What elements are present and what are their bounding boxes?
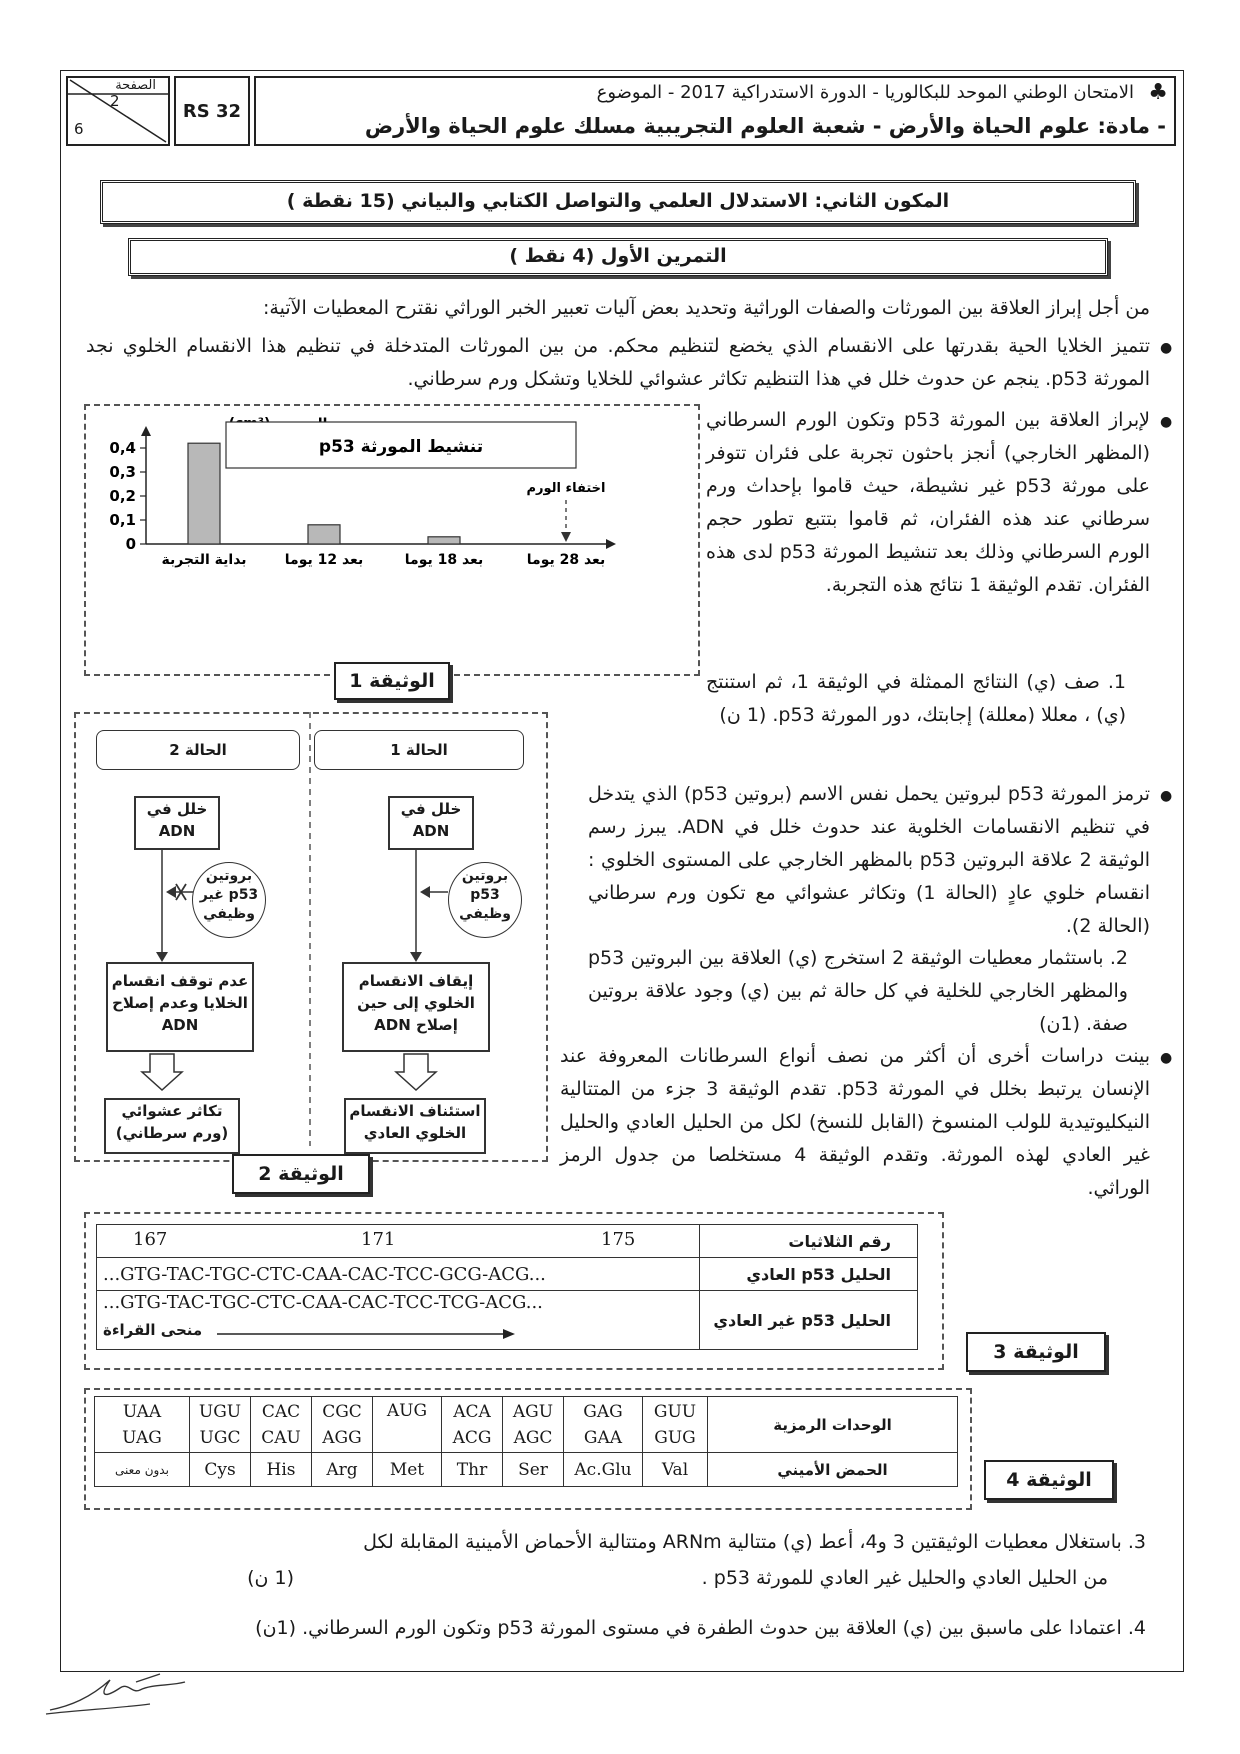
case1-defect: خلل في ADN — [388, 796, 474, 850]
codon-cell — [373, 1397, 442, 1453]
document3-label: الوثيقة 3 — [966, 1332, 1106, 1372]
y-axis-arrow — [141, 426, 151, 436]
bar — [428, 537, 460, 544]
case2-title: الحالة 2 — [96, 730, 300, 770]
abnormal-allele-sequence: ...GTG-TAC-TGC-CTC-CAA-CAC-TCC-TCG-ACG... — [103, 1292, 543, 1313]
bullet-icon: ● — [1160, 788, 1173, 804]
exercise-title-box — [128, 238, 1108, 276]
exam-code: RS 32 — [174, 76, 250, 146]
x-tick-label: بعد 28 يوما — [526, 552, 606, 568]
codon: GAG — [583, 1401, 623, 1422]
codon: CGC — [322, 1401, 362, 1422]
exam-header — [60, 70, 1182, 146]
intro-text: من أجل إبراز العلاقة بين المورثات والصفات الوراثية وتحديد بعض آليات تعبير الخبر الوراثي نقترح المعطيات الآتية: — [263, 297, 1150, 319]
tumor-disappearance-label: اختفاء الورم — [526, 481, 606, 496]
question-3-line2: من الحليل العادي والحليل غير العادي للمورثة p53 . — [701, 1567, 1108, 1589]
bullet2-text: لإبراز العلاقة بين المورثة p53 وتكون الورم السرطاني (المظهر الخارجي) أنجز باحثون تجربة على فئران تتوفر على مورثة p53 غير نشيطة، حيث قاموا بإحداث ورم سرطاني عند هذه الفئران، ثم قاموا بتتبع تطور حجم الورم السرطاني وذلك بعد تنشيط المورثة p53 لدى هذه الفئران. تقدم الوثيقة 1 نتائج هذه التجربة. — [706, 409, 1151, 596]
case2-protein: بروتين p53 غير وظيفي — [192, 862, 266, 938]
triplet-number-header: رقم الثلاثيات — [700, 1225, 918, 1258]
codon-cell — [564, 1397, 643, 1453]
triplet-number: 175 — [601, 1229, 636, 1250]
document4-table — [94, 1396, 958, 1487]
signature — [40, 1660, 200, 1720]
reading-direction-arrow — [217, 1327, 517, 1341]
case1-protein: بروتين p53 وظيفي — [448, 862, 522, 938]
document2-label: الوثيقة 2 — [232, 1154, 370, 1194]
amino-acid: Ac.Glu — [564, 1453, 643, 1487]
bar — [188, 443, 220, 544]
codon-cell — [312, 1397, 373, 1453]
document3-table — [96, 1224, 918, 1350]
codon: AGC — [513, 1427, 553, 1448]
component-title: المكون الثاني: الاستدلال العلمي والتواصل الكتابي والبياني (15 نقطة ) — [286, 190, 950, 212]
codon: CAC — [261, 1401, 301, 1422]
document1-chart — [84, 404, 696, 672]
amino-acid: Thr — [442, 1453, 503, 1487]
codon: UGU — [198, 1401, 242, 1422]
amino-acid: Ser — [503, 1453, 564, 1487]
normal-allele-label: الحليل p53 العادي — [700, 1258, 918, 1291]
question-4: 4. اعتمادا على ماسبق بين (ي) العلاقة بين حدوث الطفرة في مستوى المورثة p53 وتكون الورم السرطاني. (1ن) — [255, 1617, 1146, 1639]
bullet-icon: ● — [1160, 340, 1173, 356]
codon: GUG — [654, 1427, 696, 1448]
codon-header: الوحدات الرمزية — [708, 1397, 958, 1453]
activation-label: تنشيط المورثة p53 — [318, 437, 484, 457]
amino-acid: His — [251, 1453, 312, 1487]
codon: GUU — [653, 1401, 697, 1422]
component-title-box — [100, 180, 1136, 224]
codon: ACG — [452, 1427, 492, 1448]
question-2: 2. باستثمار معطيات الوثيقة 2 استخرج (ي) العلاقة بين البروتين p53 والمظهر الخارجي للخلية في كل حالة ثم بين (ي) وجود علاقة بروتين صفة. (1ن) — [588, 947, 1129, 1035]
question-3-points: (1 ن) — [247, 1567, 294, 1589]
page-number-box — [66, 76, 170, 146]
bullet3-text: ترمز المورثة p53 لبروتين يحمل نفس الاسم (بروتين p53) الذي يتدخل في تنظيم الانقسامات الخلوية عند حدوث خلل في ADN. يبرز رسم الوثيقة 2 علاقة البروتين p53 بالمظهر الخارجي على المستوى الخلوي : انقسام خلوي عادٍ (الحالة 1) وتكاثر عشوائي مع تكون ورم سرطاني (الحالة 2). — [588, 783, 1151, 937]
reading-direction — [103, 1321, 202, 1339]
codon: AUG — [386, 1401, 428, 1421]
disappearance-arrowhead — [561, 532, 571, 542]
exercise-title: التمرين الأول (4 نقط ) — [509, 245, 727, 267]
codon: UGC — [199, 1427, 241, 1448]
codon-cell — [643, 1397, 708, 1453]
x-tick-label: بداية التجربة — [161, 552, 247, 568]
codon-cell — [503, 1397, 564, 1453]
bullet-icon: ● — [1160, 414, 1173, 430]
triplet-number: 167 — [133, 1229, 168, 1250]
page-label: الصفحة — [115, 78, 156, 93]
subject-line: - مادة: علوم الحياة والأرض - شعبة العلوم التجريبية مسلك علوم الحياة والأرض — [364, 114, 1166, 138]
page-total: 6 — [74, 120, 84, 138]
case1-title: الحالة 1 — [314, 730, 524, 770]
y-tick-label: 0,2 — [109, 487, 136, 505]
bullet1-text: تتميز الخلايا الحية بقدرتها على الانقسام الذي يخضع لتنظيم محكم. من بين المورثات المتدخلة في تنظيم هذا الانقسام الخلوي نجد المورثة p53. ينجم عن حدوث خلل في هذا التنظيم تكاثر عشوائي للخلايا وتشكل ورم سرطاني. — [86, 335, 1150, 390]
reading-direction-label: منحى القراءة — [103, 1321, 203, 1339]
y-tick-label: 0 — [125, 535, 136, 553]
amino-acid: Arg — [312, 1453, 373, 1487]
codon-cell — [190, 1397, 251, 1453]
bar — [308, 525, 340, 544]
case2-effect: عدم توقف انقسام الخلايا وعدم إصلاح ADN — [106, 962, 254, 1052]
document4-label: الوثيقة 4 — [984, 1460, 1114, 1500]
amino-acid: Cys — [190, 1453, 251, 1487]
case1-result: استئناف الانقسام الخلوي العادي — [344, 1098, 486, 1154]
y-tick-label: 0,1 — [109, 511, 136, 529]
question-1: 1. صف (ي) النتائج الممثلة في الوثيقة 1، ثم استنتج (ي) ، معللا (معللة) إجابتك، دور المورثة p53. (1 ن) — [706, 671, 1126, 726]
x-tick-label: بعد 18 يوما — [404, 552, 484, 568]
codon-cell — [251, 1397, 312, 1453]
codon: UAA — [122, 1401, 162, 1422]
y-tick-label: 0,3 — [109, 463, 136, 481]
codon: AGG — [322, 1427, 362, 1448]
bullet-icon: ● — [1160, 1050, 1173, 1066]
triplet-number-row — [97, 1225, 700, 1258]
codon: GAA — [583, 1427, 623, 1448]
codon: UAG — [122, 1427, 162, 1448]
exam-title-box — [254, 76, 1176, 146]
codon: ACA — [453, 1401, 491, 1422]
normal-allele-sequence: ...GTG-TAC-TGC-CTC-CAA-CAC-TCC-GCG-ACG... — [97, 1258, 700, 1291]
codon: CAU — [261, 1427, 301, 1448]
amino-acid: Val — [643, 1453, 708, 1487]
club-icon: ♣ — [1148, 80, 1168, 105]
amino-acid-header: الحمض الأميني — [708, 1453, 958, 1487]
codon: AGU — [512, 1401, 554, 1422]
exam-line: الامتحان الوطني الموحد للبكالوريا - الدورة الاستدراكية 2017 - الموضوع — [596, 82, 1134, 103]
amino-acid: Met — [373, 1453, 442, 1487]
case2-defect: خلل في ADN — [134, 796, 220, 850]
amino-acid: بدون معنى — [95, 1453, 190, 1487]
case2-result: تكاثر عشوائي (ورم سرطاني) — [104, 1098, 240, 1154]
case1-effect: إيقاف الانقسام الخلوي إلى حين إصلاح ADN — [342, 962, 490, 1052]
y-tick-label: 0,4 — [109, 439, 136, 457]
abnormal-allele-cell — [97, 1291, 700, 1350]
codon-cell — [442, 1397, 503, 1453]
question-3-line1: 3. باستغلال معطيات الوثيقتين 3 و4، أعط (ي) متتالية ARNm ومتتالية الأحماض الأمينية المقابلة لكل — [363, 1531, 1146, 1553]
x-axis-arrow — [606, 539, 616, 549]
document1-label: الوثيقة 1 — [334, 662, 450, 700]
page-current: 2 — [110, 92, 120, 110]
bullet4-text: بينت دراسات أخرى أن أكثر من نصف أنواع السرطانات المعروفة عند الإنسان يرتبط بخلل في المورثة p53. تقدم الوثيقة 3 جزء من المتتالية النيكليوتيدية للولب المنسوخ (القابل للنسخ) لكل من الحليل العادي والحليل غير العادي لهذه المورثة. وتقدم الوثيقة 4 مستخلصا من جدول الرمز الوراثي. — [560, 1045, 1150, 1199]
abnormal-allele-label: الحليل p53 غير العادي — [700, 1291, 918, 1350]
triplet-number: 171 — [361, 1229, 396, 1250]
codon-cell — [95, 1397, 190, 1453]
x-tick-label: بعد 12 يوما — [284, 552, 364, 568]
